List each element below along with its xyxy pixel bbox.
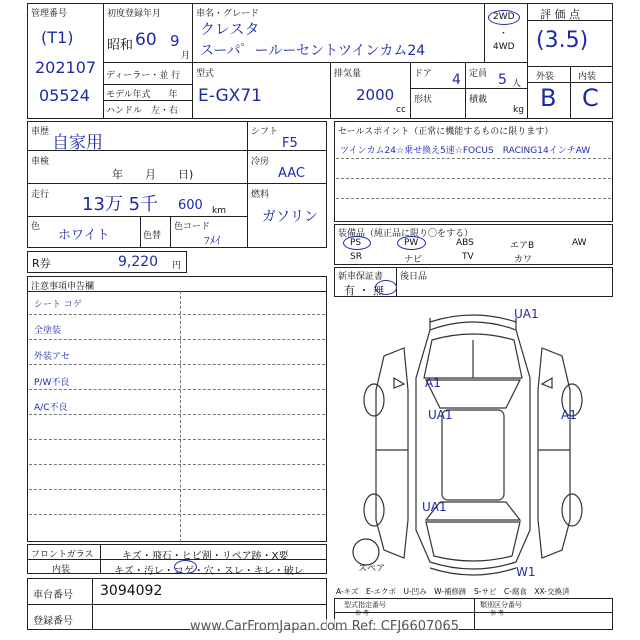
- sales-title: セールスポイント（正常に機能するものに限ります）: [338, 127, 554, 137]
- recycle-frame: [27, 251, 187, 273]
- divider: [103, 62, 192, 63]
- note-item: A/C不良: [34, 403, 68, 413]
- divider: [410, 88, 527, 89]
- handle-label: ハンドル 左・右: [106, 106, 179, 116]
- shift-label: シフト: [251, 127, 279, 137]
- doors-label: ドア: [414, 69, 432, 79]
- equip-ps: PS: [350, 238, 362, 248]
- ac-label: 冷房: [251, 157, 270, 167]
- displacement: 2000: [356, 86, 395, 104]
- capacity-unit: 人: [512, 79, 522, 89]
- month-unit: 月: [181, 51, 191, 61]
- note-item: 全塗装: [34, 326, 62, 336]
- front-glass-text: キズ・飛石・ヒビ割・リペア跡・X要: [122, 551, 289, 562]
- note-item: 外装アセ: [34, 352, 70, 362]
- divider: [474, 598, 475, 630]
- color: ホワイト: [58, 228, 110, 243]
- dealer-label: ディーラー・並 行: [106, 71, 181, 81]
- ref-label: 参 考: [355, 610, 369, 617]
- divider: [103, 84, 192, 85]
- capacity-label: 定員: [469, 69, 488, 79]
- equip-pw-circle: [397, 236, 426, 250]
- displacement-unit: cc: [396, 105, 406, 115]
- damage-mark: UA1: [422, 500, 447, 514]
- mileage-unit: km: [212, 206, 226, 216]
- damage-mark: UA1: [514, 307, 539, 321]
- color-code-label: 色コード: [174, 222, 211, 232]
- interior-cond-text: キズ・汚レ・コゲ・穴・スレ・キレ・破レ: [114, 566, 304, 577]
- equip-sr: SR: [350, 252, 362, 262]
- year: 60: [135, 30, 157, 50]
- equipment-title: 装備品（純正品に限り〇をする）: [338, 229, 474, 239]
- mileage-extra: 600: [178, 198, 203, 213]
- color-label: 色: [31, 222, 41, 232]
- kanri-line2: 202107: [35, 58, 97, 77]
- divider: [27, 216, 247, 217]
- capacity: 5: [498, 72, 507, 88]
- fuel: ガソリン: [262, 209, 318, 225]
- damage-mark: A1: [561, 408, 577, 422]
- divider: [140, 216, 141, 248]
- note-item: シート コゲ: [34, 300, 82, 310]
- divider: [336, 178, 611, 179]
- drive-4wd: 4WD: [493, 42, 515, 52]
- divider: [100, 544, 101, 574]
- car-name-label: 車名・グレード: [196, 9, 260, 19]
- divider: [29, 514, 325, 515]
- equip-tv: TV: [462, 252, 474, 262]
- interior-grade: C: [582, 84, 599, 112]
- equip-leather: カワ: [514, 255, 533, 265]
- score-label: 評 価 点: [540, 8, 580, 21]
- divider: [103, 3, 104, 119]
- divider: [29, 364, 325, 365]
- model: E-GX71: [198, 86, 262, 106]
- divider: [27, 291, 327, 292]
- equip-aw: AW: [572, 238, 587, 248]
- divider: [180, 291, 181, 542]
- divider: [484, 3, 485, 62]
- divider: [410, 62, 411, 119]
- inspection-label: 車検: [31, 157, 50, 167]
- equip-ps-circle: [343, 236, 371, 250]
- car-name: クレスタ: [200, 20, 260, 38]
- recycle-unit: 円: [172, 261, 182, 271]
- doors: 4: [452, 72, 461, 88]
- damage-mark: W1: [516, 565, 536, 579]
- divider: [330, 62, 331, 119]
- divider: [170, 216, 171, 248]
- divider: [27, 183, 327, 184]
- chassis-label: 車台番号: [33, 590, 73, 601]
- usage-label: 車歴: [31, 127, 50, 137]
- divider: [29, 439, 325, 440]
- model-year-label: モデル年式 年: [106, 90, 178, 100]
- divider: [29, 464, 325, 465]
- ac: AAC: [278, 166, 305, 181]
- after-label: 後日品: [400, 272, 428, 282]
- damage-mark: A1: [425, 376, 441, 390]
- score: (3.5): [536, 28, 589, 53]
- interior-cond-label: 内装: [52, 565, 71, 575]
- grade: スーパ゜ールーセントツインカム24: [200, 43, 426, 59]
- spare-label: スペア: [358, 564, 386, 574]
- usage: 自家用: [52, 133, 103, 153]
- fuel-label: 燃料: [251, 190, 270, 200]
- equip-pw: PW: [404, 238, 419, 248]
- notes-title: 注意事項申告欄: [31, 282, 95, 292]
- drive-2wd: 2WD: [493, 12, 515, 22]
- exterior-label: 外装: [536, 72, 555, 82]
- damage-legend: A-キズ E-エクボ U-凹み W-補修跡 S-サビ C-腐食 XX-交換済: [336, 587, 570, 596]
- displacement-label: 排気量: [334, 69, 362, 79]
- watermark: www.CarFromJapan.com Ref: CFJ6607065: [190, 619, 460, 634]
- divider: [29, 414, 325, 415]
- shape-label: 形状: [414, 95, 433, 105]
- notes-frame: [27, 276, 327, 542]
- drive-dot: ・: [499, 29, 509, 39]
- warranty-circle: [375, 280, 397, 295]
- kanri-label: 管理番号: [31, 9, 68, 19]
- sales-text: ツインカム24☆乗せ換え5速☆FOCUS RACING14インチAW: [340, 146, 591, 156]
- month: 9: [170, 32, 180, 50]
- load-label: 積載: [469, 95, 488, 105]
- divider: [570, 66, 571, 119]
- divider: [192, 3, 193, 119]
- era: 昭和: [107, 38, 134, 53]
- divider: [27, 604, 327, 605]
- interior-cond-circle: [174, 560, 197, 574]
- divider: [336, 198, 611, 199]
- first-reg-label: 初度登録年月: [107, 9, 162, 19]
- warranty-label: 新車保証書: [338, 272, 384, 282]
- divider: [92, 578, 93, 630]
- warranty-value: 有 ・ 無: [344, 284, 384, 297]
- divider: [336, 158, 611, 159]
- kanri-line1: (T1): [41, 28, 74, 47]
- divider: [103, 100, 192, 101]
- mileage-label: 走行: [31, 190, 50, 200]
- chassis-value: 3094092: [100, 583, 163, 599]
- interior-label: 内装: [578, 72, 597, 82]
- class-label: 類別区分番号: [480, 601, 522, 609]
- front-glass-label: フロントガラス: [31, 550, 94, 560]
- equip-airbag: エアB: [510, 241, 535, 251]
- repaint-label: 色替: [143, 231, 162, 241]
- color-code: ﾌﾒｲ: [204, 234, 221, 247]
- divider: [29, 389, 325, 390]
- shift: F5: [282, 136, 298, 151]
- damage-mark: UA1: [428, 408, 453, 422]
- header-frame: [27, 3, 613, 119]
- car-damage-diagram: [334, 300, 613, 585]
- kanri-line3: 05524: [39, 86, 90, 105]
- equip-navi: ナビ: [404, 255, 423, 265]
- exterior-grade: B: [540, 84, 557, 112]
- number-label: 登録番号: [33, 616, 73, 627]
- divider: [247, 121, 248, 248]
- model-designation-label: 型式指定番号: [344, 601, 386, 609]
- load-unit: kg: [513, 105, 524, 115]
- divider: [192, 62, 527, 63]
- divider: [396, 267, 397, 297]
- note-item: P/W不良: [34, 378, 70, 388]
- equip-abs: ABS: [456, 238, 474, 248]
- divider: [29, 339, 325, 340]
- divider: [465, 62, 466, 119]
- model-label: 型式: [196, 69, 215, 79]
- divider: [29, 314, 325, 315]
- inspection: 年 月 日): [112, 168, 194, 181]
- mileage: 13万 5千: [82, 194, 159, 215]
- recycle-label: R券: [32, 257, 51, 270]
- recycle-value: 9,220: [118, 254, 159, 270]
- divider: [29, 489, 325, 490]
- ref2-label: 参 考: [490, 610, 504, 617]
